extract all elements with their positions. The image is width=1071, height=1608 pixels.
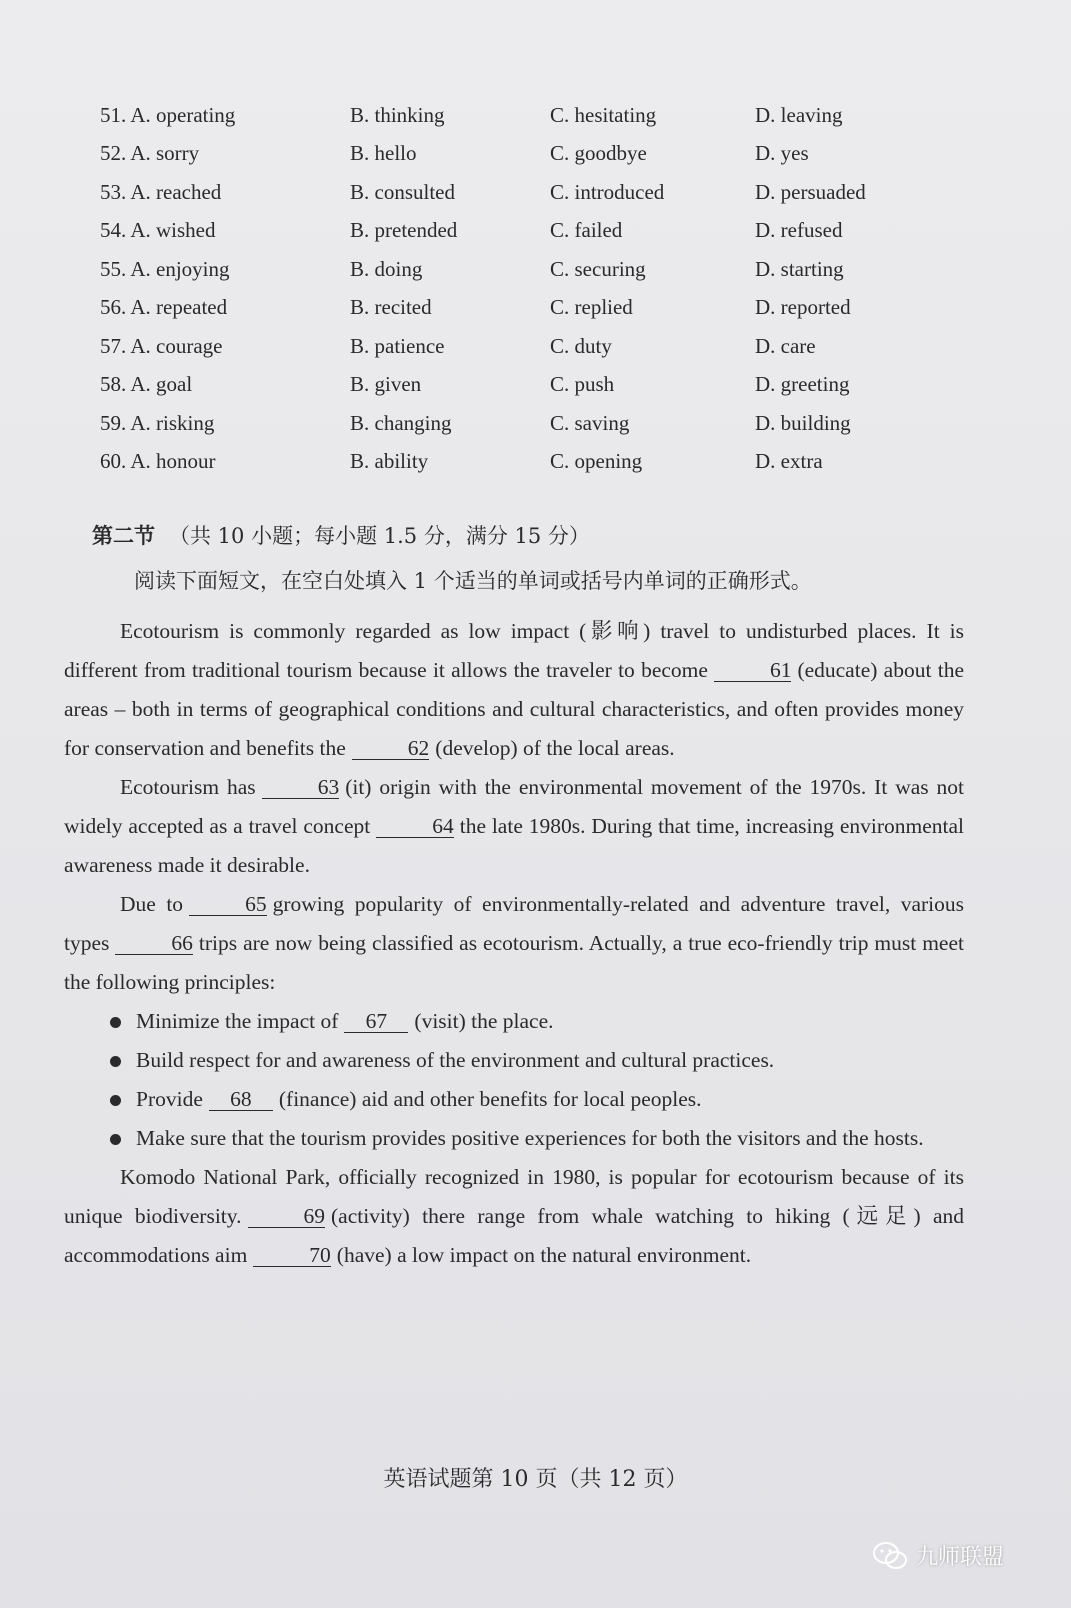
principle-text: Build respect for and awareness of the environment and cultural practices. (136, 1048, 775, 1072)
option-a: 55. A. enjoying (100, 256, 230, 281)
blank-67: 67 (344, 1010, 408, 1033)
question-row (100, 96, 980, 135)
paragraph-text: (activity) there range from whale watching to hiking (远足) and accommodations aim (64, 1204, 964, 1267)
paragraph-text: (develop) of the local areas. (435, 736, 675, 760)
paragraph-text: Due to (120, 892, 184, 916)
option-a: 54. A. wished (100, 218, 216, 243)
option-d: D. refused (755, 218, 843, 243)
question-row (100, 250, 980, 289)
section-instruction: 阅读下面短文，在空白处填入 1 个适当的单词或括号内单词的正确形式。 (134, 569, 812, 593)
principle-text: Minimize the impact of (136, 1009, 339, 1033)
option-d: D. greeting (755, 372, 850, 397)
option-c: C. saving (550, 410, 630, 435)
answer-options-table (100, 96, 980, 481)
option-d: D. starting (755, 256, 844, 281)
blank-62: 62 (352, 737, 430, 760)
option-c: C. replied (550, 295, 633, 320)
principle-text: Provide (136, 1087, 203, 1111)
paragraph-2 (64, 768, 964, 885)
option-d: D. reported (755, 295, 851, 320)
question-row (100, 327, 980, 366)
blank-63: 63 (262, 776, 340, 799)
wechat-icon (872, 1541, 908, 1571)
option-b: B. ability (350, 449, 429, 474)
option-b: B. thinking (350, 102, 445, 127)
section-label: 第二节 (92, 523, 155, 548)
principle-item (64, 1002, 964, 1041)
option-a: 52. A. sorry (100, 141, 200, 166)
option-c: C. push (550, 372, 615, 397)
blank-61: 61 (714, 659, 792, 682)
question-row (100, 173, 980, 212)
option-b: B. hello (350, 141, 417, 166)
paragraph-text: Ecotourism is commonly regarded as low impact (影响) travel to undisturbed places. It is different from traditional tourism because it allows the traveler to become (64, 619, 964, 682)
option-b: B. consulted (350, 179, 455, 204)
option-c: C. failed (550, 218, 623, 243)
option-a: 53. A. reached (100, 179, 222, 204)
option-c: C. goodbye (550, 141, 647, 166)
option-d: D. persuaded (755, 179, 866, 204)
option-c: C. securing (550, 256, 646, 281)
paragraph-3 (64, 885, 964, 1002)
option-d: D. leaving (755, 102, 843, 127)
paragraph-1 (64, 612, 964, 768)
section-detail: （共 10 小题；每小题 1.5 分，满分 15 分） (169, 524, 590, 548)
paragraph-text: growing popularity of environmentally-related and adventure travel, various types (64, 892, 965, 955)
question-row (100, 404, 980, 443)
paragraph-text: trips are now being classified as ecotourism. Actually, a true eco-friendly trip must meet the following principles: (64, 931, 964, 994)
option-a: 57. A. courage (100, 333, 223, 358)
option-a: 51. A. operating (100, 102, 236, 127)
principle-item (64, 1119, 964, 1158)
blank-65: 65 (189, 893, 267, 916)
option-c: C. opening (550, 449, 643, 474)
paragraph-text: (it) origin with the environmental movement of the 1970s. It was not widely accepted as a travel concept (64, 775, 964, 838)
principle-text: Make sure that the tourism provides positive experiences for both the visitors and the hosts. (136, 1126, 924, 1150)
option-b: B. given (350, 372, 422, 397)
blank-68: 68 (209, 1088, 273, 1111)
principle-item (64, 1041, 964, 1080)
watermark-text: 九师联盟 (916, 1545, 1005, 1570)
blank-66: 66 (115, 932, 193, 955)
question-row (100, 212, 980, 251)
option-c: C. duty (550, 333, 612, 358)
paragraph-text: the late 1980s. During that time, increasing environmental awareness made it desirable. (64, 814, 964, 877)
option-c: C. hesitating (550, 102, 657, 127)
option-d: D. building (755, 410, 851, 435)
reading-passage (64, 612, 964, 1275)
option-b: B. doing (350, 256, 423, 281)
option-b: B. patience (350, 333, 445, 358)
option-b: B. changing (350, 410, 452, 435)
question-row (100, 443, 980, 482)
paragraph-text: (educate) about the areas – both in terms of geographical conditions and cultural characteristics, and often provides money for conservation and benefits the (64, 658, 965, 760)
option-d: D. yes (755, 141, 809, 166)
option-a: 56. A. repeated (100, 295, 228, 320)
paragraph-text: Komodo National Park, officially recognized in 1980, is popular for ecotourism because of its unique biodiversity. (64, 1165, 964, 1228)
option-b: B. pretended (350, 218, 458, 243)
page-footer: 英语试题第 10 页（共 12 页） (383, 1467, 688, 1492)
blank-64: 64 (376, 815, 454, 838)
paragraph-4 (64, 1158, 964, 1275)
principle-text: (visit) the place. (414, 1009, 554, 1033)
bullet-icon (110, 1056, 121, 1067)
blank-69: 69 (248, 1205, 326, 1228)
section-heading (92, 520, 590, 550)
option-a: 58. A. goal (100, 372, 193, 397)
option-d: D. care (755, 333, 816, 358)
question-row (100, 289, 980, 328)
option-a: 60. A. honour (100, 449, 216, 474)
principles-list (64, 1002, 964, 1158)
bullet-icon (110, 1017, 121, 1028)
bullet-icon (110, 1095, 121, 1106)
paragraph-text: (have) a low impact on the natural environment. (336, 1243, 752, 1267)
paragraph-text: Ecotourism has (120, 775, 256, 799)
option-d: D. extra (755, 449, 823, 474)
watermark (872, 1540, 1004, 1571)
blank-70: 70 (253, 1244, 331, 1267)
principle-text: (finance) aid and other benefits for local peoples. (278, 1087, 702, 1111)
principle-item (64, 1080, 964, 1119)
question-row (100, 135, 980, 174)
option-b: B. recited (350, 295, 432, 320)
question-row (100, 366, 980, 405)
bullet-icon (110, 1134, 121, 1145)
option-a: 59. A. risking (100, 410, 215, 435)
option-c: C. introduced (550, 179, 665, 204)
